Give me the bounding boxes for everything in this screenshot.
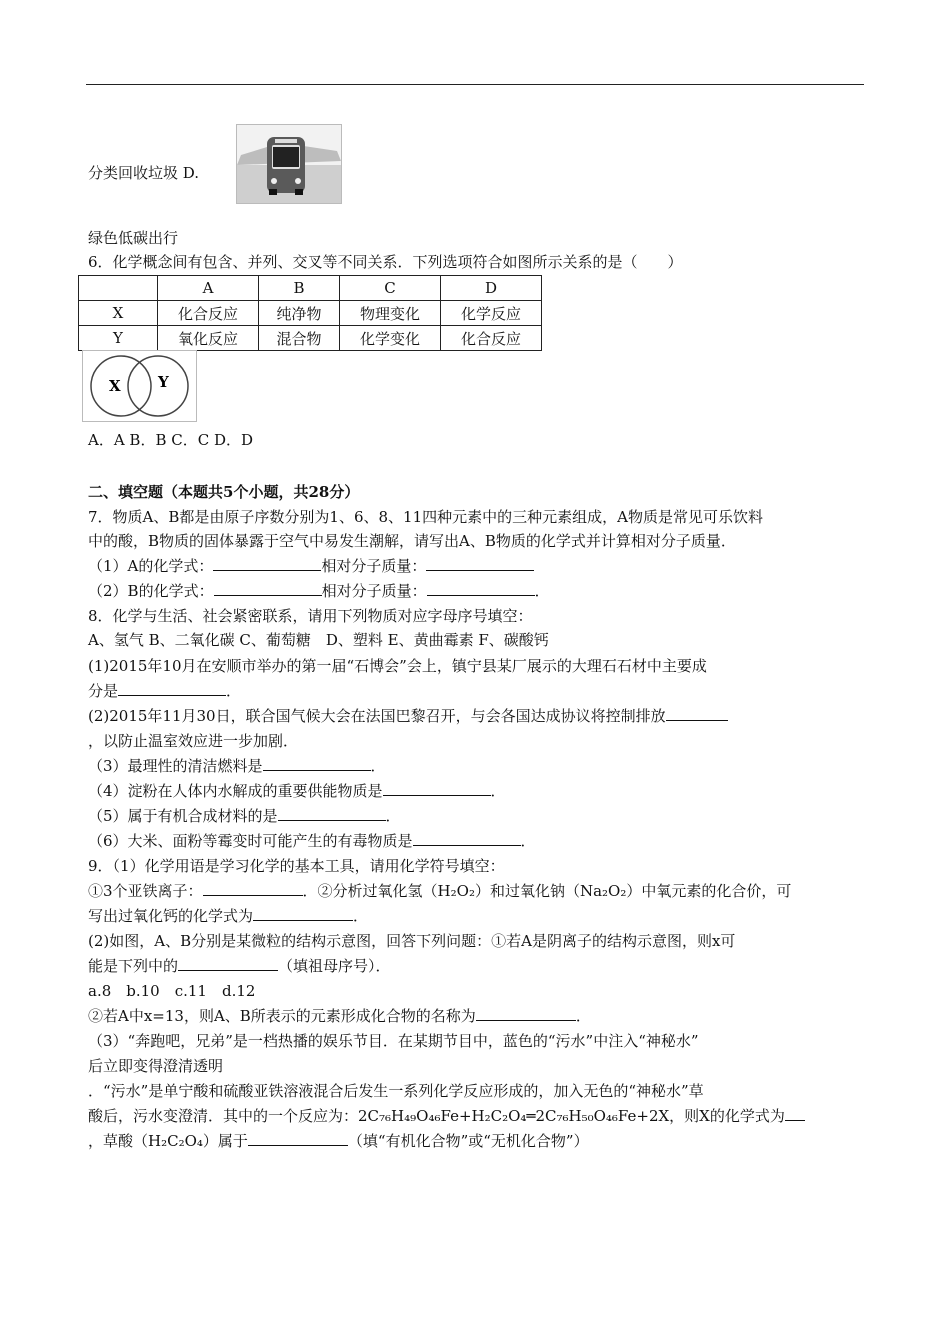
q9-l1a-text: ①3个亚铁离子： xyxy=(88,882,203,900)
q9-stem: 9．（1）化学用语是学习化学的基本工具，请用化学符号填空： xyxy=(88,857,505,875)
table-row xyxy=(79,326,542,351)
q8-p6-text: （6）大米、面粉等霉变时可能产生的有毒物质是 xyxy=(88,832,413,850)
q8-p2b: ，以防止温室效应进一步加剧． xyxy=(88,732,299,750)
q7-line1: 7．物质A、B都是由原子序数分别为1、6、8、11四种元素中的三种元素组成，A物质是常见可乐饮料 xyxy=(88,508,763,526)
q9-l2-text: 写出过氧化钙的化学式为 xyxy=(88,907,254,925)
q8-p5 xyxy=(88,806,401,826)
answer-blank[interactable] xyxy=(253,906,353,921)
answer-blank[interactable] xyxy=(178,956,278,971)
q8-p2a xyxy=(88,706,728,726)
q9-l11 xyxy=(88,1131,589,1151)
answer-blank[interactable] xyxy=(263,756,371,771)
table-cell: 化学变化 xyxy=(340,326,441,351)
q9-l6-text: ②若A中x=13，则A、B所表示的元素形成化合物的名称为 xyxy=(88,1007,476,1025)
q9-l1 xyxy=(88,881,791,901)
q9-l2 xyxy=(88,906,368,926)
table-cell: C xyxy=(340,276,441,301)
answer-blank[interactable] xyxy=(666,706,728,721)
header-rule xyxy=(86,84,864,85)
q9-l10 xyxy=(88,1106,805,1126)
answer-blank[interactable] xyxy=(427,581,535,596)
venn-label-y: Y xyxy=(158,373,169,391)
period: ． xyxy=(490,782,506,800)
q8-stem: 8．化学与生活、社会紧密联系，请用下列物质对应字母序号填空： xyxy=(88,607,533,625)
q6-table xyxy=(78,275,542,351)
q7-a1-mass-label: 相对分子质量： xyxy=(321,557,427,575)
answer-blank[interactable] xyxy=(476,1006,576,1021)
q9-l9: ．“污水”是单宁酸和硫酸亚铁溶液混合后发生一系列化学反应形成的，加入无色的“神秘水”草 xyxy=(88,1082,704,1100)
q6-stem: 6．化学概念间有包含、并列、交叉等不同关系．下列选项符合如图所示关系的是（ ） xyxy=(88,253,683,271)
q9-l11b-text: （填“有机化合物”或“无机化合物”） xyxy=(347,1132,589,1150)
answer-blank[interactable] xyxy=(203,881,303,896)
table-cell: 纯净物 xyxy=(259,301,340,326)
period: ． xyxy=(534,582,550,600)
table-row xyxy=(79,301,542,326)
q9-l10-text: 酸后，污水变澄清．其中的一个反应为：2C₇₆H₄₉O₄₆Fe+H₂C₂O₄═2C₇₆H₅₀O₄₆Fe+2X，则X的化学式为 xyxy=(88,1107,785,1125)
q5-line1: 分类回收垃圾 D. xyxy=(88,164,200,182)
q9-l3: (2)如图，A、B分别是某微粒的结构示意图，回答下列问题：①若A是阴离子的结构示意图，则x可 xyxy=(88,932,736,950)
venn-label-x: X xyxy=(109,377,121,395)
table-cell: X xyxy=(79,301,158,326)
q8-choices: A、氢气 B、二氧化碳 C、葡萄糖 D、塑料 E、黄曲霉素 F、碳酸钙 xyxy=(88,631,549,649)
answer-blank[interactable] xyxy=(413,831,521,846)
q8-p1b-text: 分是 xyxy=(88,682,119,700)
q9-l4 xyxy=(88,956,391,976)
q7-answer1 xyxy=(88,556,534,576)
table-cell: 化合反应 xyxy=(158,301,259,326)
q9-l6 xyxy=(88,1006,591,1026)
answer-blank[interactable] xyxy=(248,1131,348,1146)
q8-p1b xyxy=(88,681,241,701)
table-cell: 化学反应 xyxy=(441,301,542,326)
q7-a2-label: （2）B的化学式： xyxy=(88,582,214,600)
table-cell: A xyxy=(158,276,259,301)
answer-blank[interactable] xyxy=(785,1106,805,1121)
q9-l1b-text: ．②分析过氧化氢（H₂O₂）和过氧化钠（Na₂O₂）中氧元素的化合价，可 xyxy=(302,882,792,900)
q8-p3 xyxy=(88,756,386,776)
bus-photo xyxy=(236,124,342,204)
q8-p1a: (1)2015年10月在安顺市举办的第一届“石博会”会上，镇宁县某厂展示的大理石石材中主要成 xyxy=(88,657,707,675)
period: ． xyxy=(226,682,242,700)
table-cell: B xyxy=(259,276,340,301)
q7-a1-label: （1）A的化学式： xyxy=(88,557,214,575)
period: ． xyxy=(353,907,369,925)
q8-p3-text: （3）最理性的清洁燃料是 xyxy=(88,757,263,775)
period: ． xyxy=(520,832,536,850)
q8-p4 xyxy=(88,781,506,801)
period: ． xyxy=(575,1007,591,1025)
period: ． xyxy=(370,757,386,775)
answer-blank[interactable] xyxy=(426,556,534,571)
q8-p4-text: （4）淀粉在人体内水解成的重要供能物质是 xyxy=(88,782,383,800)
venn-diagram xyxy=(82,350,197,422)
q9-l4a-text: 能是下列中的 xyxy=(88,957,179,975)
table-cell: Y xyxy=(79,326,158,351)
q9-l8: 后立即变得澄清透明 xyxy=(88,1057,224,1075)
q8-p2a-text: (2)2015年11月30日，联合国气候大会在法国巴黎召开，与会各国达成协议将控制排放 xyxy=(88,707,666,725)
table-cell: 物理变化 xyxy=(340,301,441,326)
table-cell: 化合反应 xyxy=(441,326,542,351)
table-cell: 混合物 xyxy=(259,326,340,351)
q7-answer2 xyxy=(88,581,550,601)
table-cell xyxy=(79,276,158,301)
q9-l7: （3）“奔跑吧，兄弟”是一档热播的娱乐节目．在某期节目中，蓝色的“污水”中注入“神秘水” xyxy=(88,1032,699,1050)
table-cell: 氧化反应 xyxy=(158,326,259,351)
answer-blank[interactable] xyxy=(383,781,491,796)
q8-p6 xyxy=(88,831,536,851)
period: ． xyxy=(385,807,401,825)
table-cell: D xyxy=(441,276,542,301)
answer-blank[interactable] xyxy=(118,681,226,696)
q9-l4b-text: （填祖母序号）． xyxy=(278,957,391,975)
answer-blank[interactable] xyxy=(214,581,322,596)
table-row xyxy=(79,276,542,301)
q7-a2-mass-label: 相对分子质量： xyxy=(321,582,427,600)
q6-options: A．A B．B C．C D．D xyxy=(88,431,254,449)
answer-blank[interactable] xyxy=(213,556,321,571)
q7-line2: 中的酸，B物质的固体暴露于空气中易发生潮解，请写出A、B物质的化学式并计算相对分子质量． xyxy=(88,532,736,550)
q9-l5: a.8 b.10 c.11 d.12 xyxy=(88,982,256,1000)
answer-blank[interactable] xyxy=(278,806,386,821)
q8-p5-text: （5）属于有机合成材料的是 xyxy=(88,807,278,825)
q9-l11a-text: ，草酸（H₂C₂O₄）属于 xyxy=(88,1132,248,1150)
q5-line2: 绿色低碳出行 xyxy=(88,229,179,247)
section-title: 二、填空题（本题共5个小题，共28分） xyxy=(88,483,360,501)
